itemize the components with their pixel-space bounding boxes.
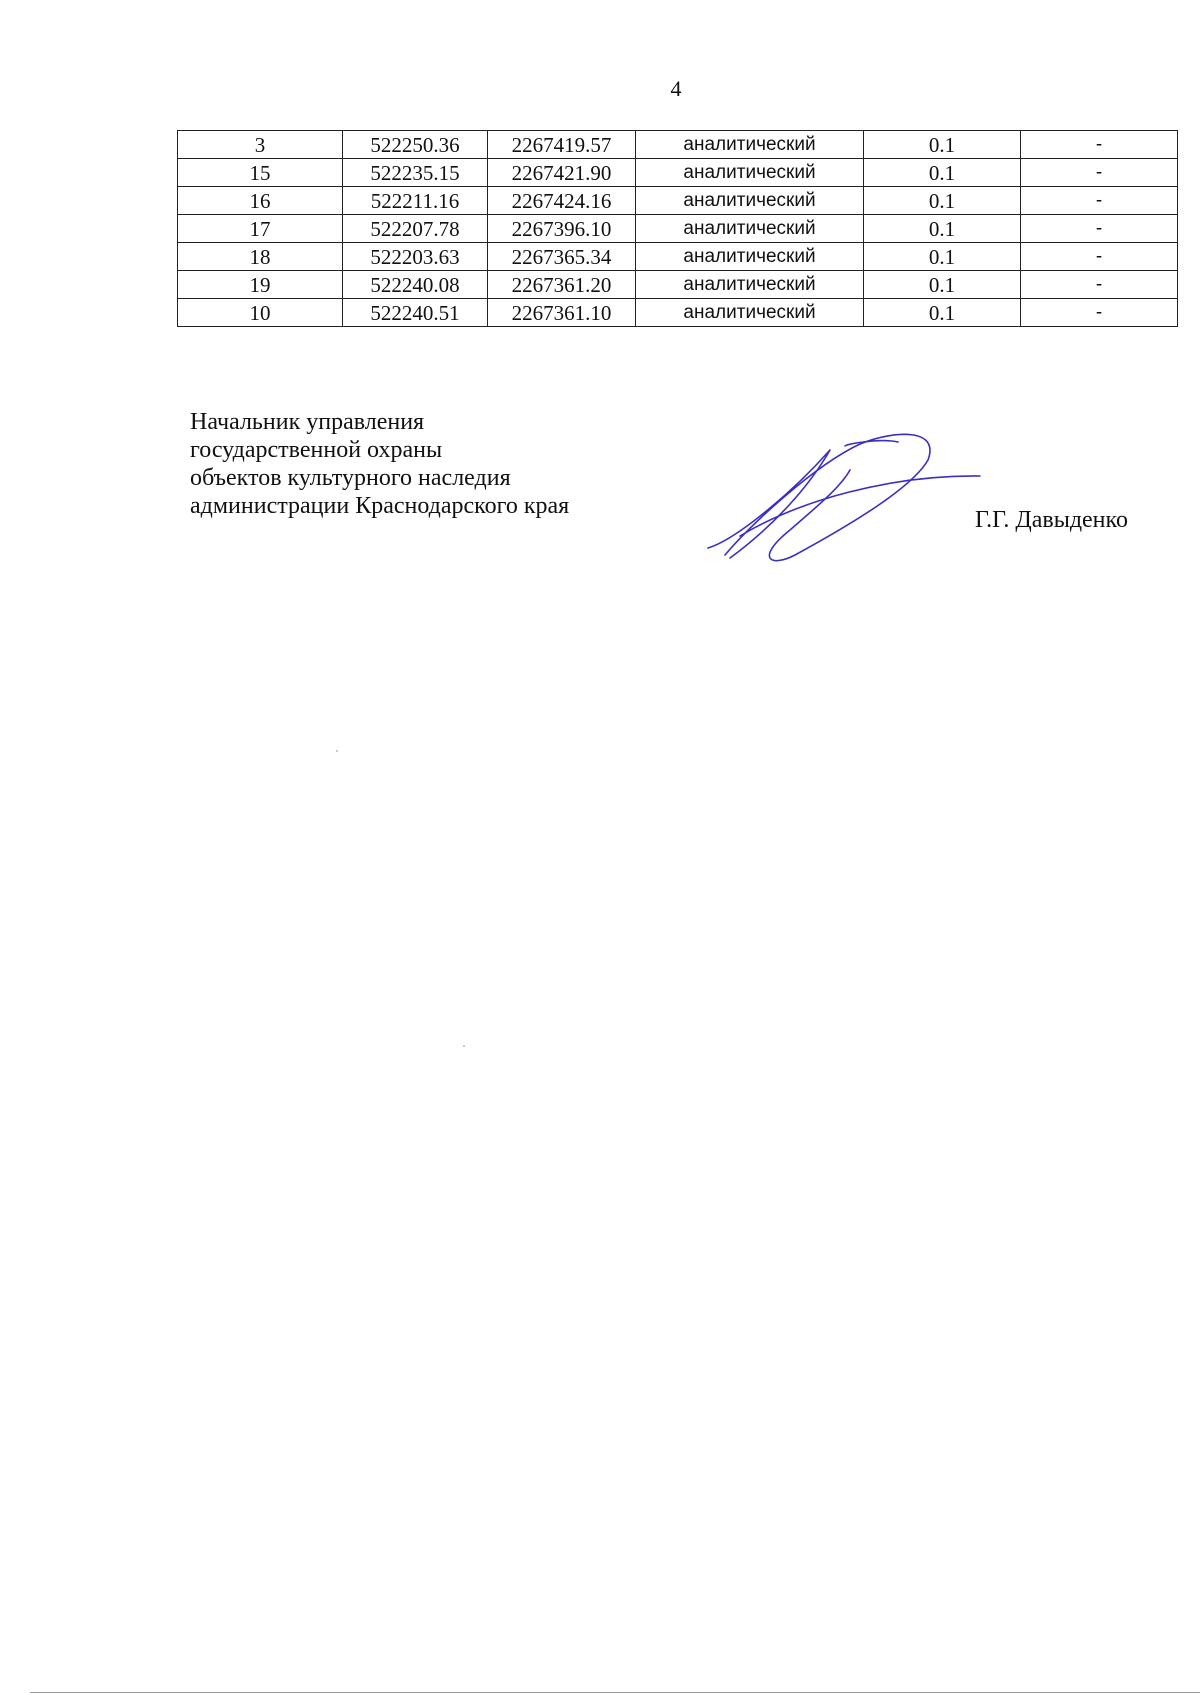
point-number-cell: 16 bbox=[178, 187, 343, 215]
page-number: 4 bbox=[670, 76, 682, 101]
handwritten-signature bbox=[700, 430, 990, 570]
description-cell: - bbox=[1021, 299, 1178, 327]
method-cell: аналитический bbox=[636, 187, 864, 215]
description-cell: - bbox=[1021, 187, 1178, 215]
point-number-cell: 10 bbox=[178, 299, 343, 327]
x-coordinate-cell: 522250.36 bbox=[343, 131, 488, 159]
method-cell: аналитический bbox=[636, 159, 864, 187]
signatory-title-line: государственной охраны bbox=[190, 437, 443, 463]
description-cell: - bbox=[1021, 131, 1178, 159]
table-row bbox=[178, 271, 1178, 299]
method-cell: аналитический bbox=[636, 271, 864, 299]
accuracy-cell: 0.1 bbox=[864, 271, 1021, 299]
x-coordinate-cell: 522240.51 bbox=[343, 299, 488, 327]
description-cell: - bbox=[1021, 271, 1178, 299]
y-coordinate-cell: 2267421.90 bbox=[488, 159, 636, 187]
y-coordinate-cell: 2267419.57 bbox=[488, 131, 636, 159]
description-cell: - bbox=[1021, 243, 1178, 271]
accuracy-cell: 0.1 bbox=[864, 299, 1021, 327]
signature-stroke bbox=[845, 441, 898, 446]
point-number-cell: 15 bbox=[178, 159, 343, 187]
accuracy-cell: 0.1 bbox=[864, 215, 1021, 243]
point-number-cell: 3 bbox=[178, 131, 343, 159]
y-coordinate-cell: 2267424.16 bbox=[488, 187, 636, 215]
scan-speck bbox=[336, 750, 338, 752]
accuracy-cell: 0.1 bbox=[864, 243, 1021, 271]
point-number-cell: 18 bbox=[178, 243, 343, 271]
signatory-title-line: администрации Краснодарского края bbox=[190, 493, 570, 519]
signatory-title bbox=[190, 408, 569, 520]
signatory-title-line: объектов культурного наследия bbox=[190, 465, 511, 491]
page-bottom-edge bbox=[30, 1692, 1200, 1693]
x-coordinate-cell: 522240.08 bbox=[343, 271, 488, 299]
description-cell: - bbox=[1021, 159, 1178, 187]
y-coordinate-cell: 2267396.10 bbox=[488, 215, 636, 243]
scan-speck bbox=[463, 1045, 465, 1047]
method-cell: аналитический bbox=[636, 243, 864, 271]
table-row bbox=[178, 159, 1178, 187]
y-coordinate-cell: 2267365.34 bbox=[488, 243, 636, 271]
table-row bbox=[178, 215, 1178, 243]
x-coordinate-cell: 522235.15 bbox=[343, 159, 488, 187]
y-coordinate-cell: 2267361.20 bbox=[488, 271, 636, 299]
coordinates-table bbox=[177, 130, 1178, 327]
accuracy-cell: 0.1 bbox=[864, 187, 1021, 215]
table-row bbox=[178, 299, 1178, 327]
method-cell: аналитический bbox=[636, 131, 864, 159]
method-cell: аналитический bbox=[636, 299, 864, 327]
accuracy-cell: 0.1 bbox=[864, 159, 1021, 187]
table-row bbox=[178, 243, 1178, 271]
signature-stroke bbox=[740, 476, 980, 536]
method-cell: аналитический bbox=[636, 215, 864, 243]
table-row bbox=[178, 187, 1178, 215]
point-number-cell: 17 bbox=[178, 215, 343, 243]
x-coordinate-cell: 522211.16 bbox=[343, 187, 488, 215]
y-coordinate-cell: 2267361.10 bbox=[488, 299, 636, 327]
signer-name: Г.Г. Давыденко bbox=[975, 507, 1128, 533]
description-cell: - bbox=[1021, 215, 1178, 243]
x-coordinate-cell: 522207.78 bbox=[343, 215, 488, 243]
signatory-title-line: Начальник управления bbox=[190, 409, 425, 435]
table-row bbox=[178, 131, 1178, 159]
x-coordinate-cell: 522203.63 bbox=[343, 243, 488, 271]
point-number-cell: 19 bbox=[178, 271, 343, 299]
accuracy-cell: 0.1 bbox=[864, 131, 1021, 159]
